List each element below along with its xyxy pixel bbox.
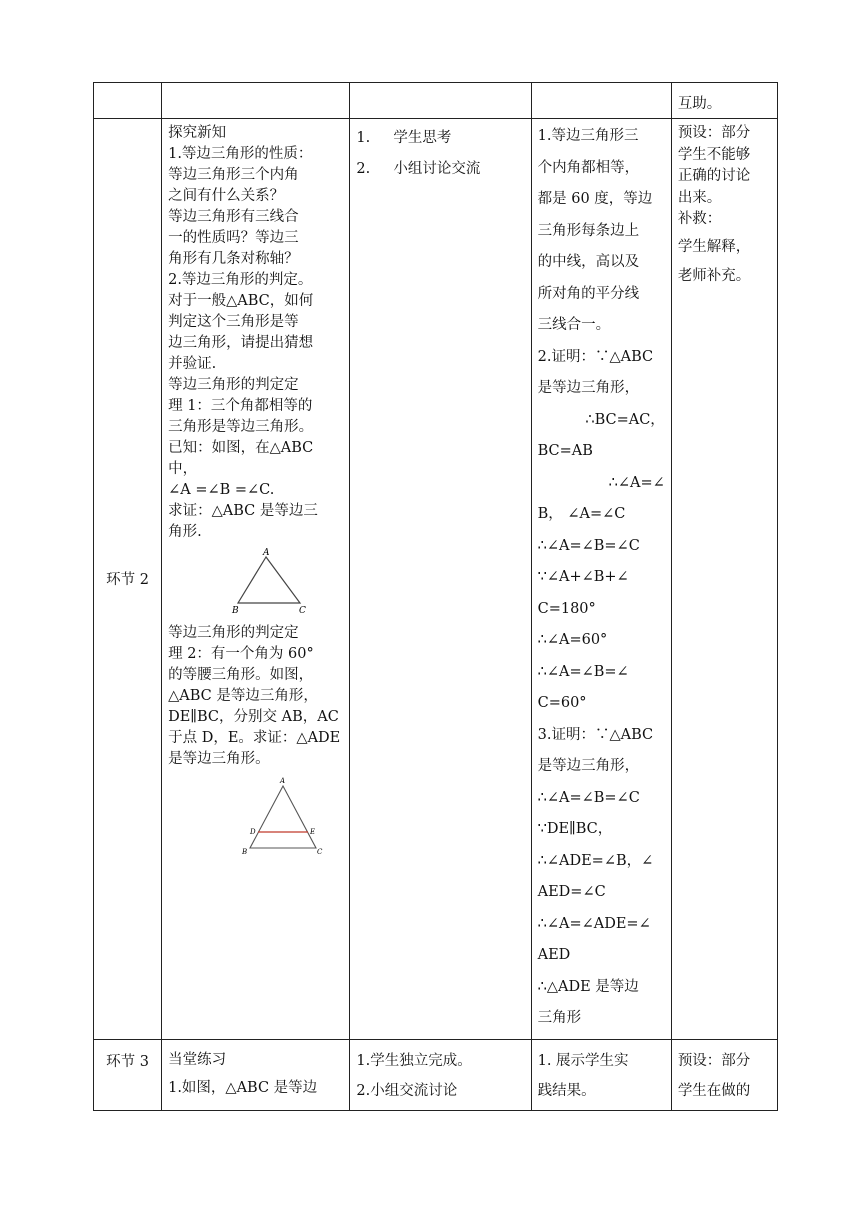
content-line: 对于一般△ABC，如何 bbox=[168, 293, 314, 309]
list-item: 2.小组交流讨论 bbox=[356, 1082, 458, 1099]
content-line: 理 2：有一个角为 60° bbox=[168, 646, 314, 662]
vertex-label-d: D bbox=[250, 828, 256, 836]
intent-line: 个内角都相等， bbox=[537, 159, 640, 176]
intent-line: ∴BC=AC， bbox=[585, 411, 665, 428]
content-line: ∠A =∠B =∠C. bbox=[168, 482, 275, 498]
notes-line: 学生解释， bbox=[677, 238, 751, 255]
content-cell bbox=[162, 83, 350, 119]
lesson-plan-table bbox=[93, 82, 778, 1111]
content-line: 之间有什么关系？ bbox=[168, 188, 285, 204]
content-line: 已知：如图，在△ABC bbox=[168, 440, 314, 456]
list-number: 2. bbox=[356, 161, 371, 177]
intent-line: ∵∠A+∠B+∠ bbox=[537, 569, 629, 585]
stage-label: 环节 3 bbox=[106, 1053, 149, 1070]
list-text: 小组讨论交流 bbox=[393, 161, 481, 177]
content-line: 于点 D，E。求证：△ADE bbox=[168, 730, 341, 746]
triangle-abc-figure bbox=[168, 547, 344, 617]
list-item bbox=[356, 123, 524, 154]
notes-line: 正确的讨论 bbox=[677, 168, 751, 184]
vertex-label-c: C bbox=[317, 848, 323, 856]
notes-line: 补救： bbox=[677, 211, 722, 227]
intent-line: 三线合一。 bbox=[537, 317, 611, 333]
vertex-label-a: A bbox=[263, 548, 270, 558]
intent-line: 是等边三角形， bbox=[537, 758, 640, 774]
design-intent-cell bbox=[531, 119, 671, 1040]
intent-line: 是等边三角形， bbox=[537, 380, 640, 396]
intent-line: 2.证明：∵△ABC bbox=[537, 348, 654, 365]
content-line: 理 1：三个角都相等的 bbox=[168, 398, 313, 414]
content-line: 角形. bbox=[168, 524, 202, 540]
notes-line: 学生在做的 bbox=[677, 1082, 751, 1099]
intent-line: 的中线，高以及 bbox=[537, 254, 640, 270]
intent-line: ∴△ADE 是等边 bbox=[537, 978, 639, 995]
intent-line: B， ∠A=∠C bbox=[537, 506, 626, 522]
content-line: 并验证. bbox=[168, 356, 217, 372]
intent-line: ∴∠A=∠ bbox=[608, 474, 665, 491]
intent-line: ∴∠A=∠ADE=∠ bbox=[537, 915, 651, 932]
list-item: 1.学生独立完成。 bbox=[356, 1052, 472, 1069]
content-line: 1.等边三角形的性质： bbox=[168, 146, 313, 162]
intent-line: ∴∠A=∠B=∠ bbox=[537, 663, 629, 680]
table-row bbox=[94, 119, 778, 1040]
content-line: 等边三角形的判定定 bbox=[168, 625, 299, 641]
intent-line: ∴∠ADE=∠B，∠ bbox=[537, 852, 654, 869]
content-line: △ABC 是等边三角形， bbox=[168, 688, 318, 704]
list-item bbox=[356, 154, 524, 185]
content-line: 等边三角形有三线合 bbox=[168, 209, 299, 225]
vertex-label-b: B bbox=[242, 848, 248, 856]
intent-line: C=180° bbox=[537, 600, 596, 617]
vertex-label-c: C bbox=[299, 606, 306, 616]
content-line: 判定这个三角形是等 bbox=[168, 314, 299, 330]
intent-line: ∴∠A=∠B=∠C bbox=[537, 537, 640, 554]
student-activity-cell bbox=[350, 1039, 531, 1110]
notes-line: 老师补充。 bbox=[677, 267, 751, 284]
content-line: 求证：△ABC 是等边三 bbox=[168, 503, 318, 519]
content-line: 角形有几条对称轴？ bbox=[168, 251, 299, 267]
student-activity-cell bbox=[350, 83, 531, 119]
content-line: 探究新知 bbox=[168, 125, 227, 141]
triangle-abc-outline bbox=[250, 786, 316, 848]
stage-cell bbox=[94, 1039, 162, 1110]
intent-line: 三角形每条边上 bbox=[537, 222, 640, 239]
intent-line: AED=∠C bbox=[537, 884, 606, 900]
content-cell bbox=[162, 119, 350, 1040]
intent-line: 都是 60 度，等边 bbox=[537, 191, 653, 207]
notes-line: 预设：部分 bbox=[677, 125, 751, 141]
content-line: 当堂练习 bbox=[168, 1051, 227, 1068]
design-intent-cell bbox=[531, 1039, 671, 1110]
content-line: 边三角形，请提出猜想 bbox=[168, 335, 314, 351]
intent-line: AED bbox=[537, 947, 571, 963]
content-line: 2.等边三角形的判定。 bbox=[168, 272, 313, 288]
list-number: 1. bbox=[356, 130, 371, 146]
list-text: 学生思考 bbox=[393, 130, 452, 146]
table-row bbox=[94, 1039, 778, 1110]
notes-line: 出来。 bbox=[677, 189, 722, 206]
intent-line: ∴∠A=60° bbox=[537, 632, 608, 648]
content-cell bbox=[162, 1039, 350, 1110]
vertex-label-e: E bbox=[310, 828, 316, 836]
content-line: 的等腰三角形。如图， bbox=[168, 667, 314, 683]
notes-line: 学生不能够 bbox=[677, 146, 751, 163]
content-line: 是等边三角形。 bbox=[168, 751, 270, 767]
notes-cell bbox=[671, 83, 777, 119]
intent-line: 1. 展示学生实 bbox=[537, 1052, 629, 1069]
stage-label: 环节 2 bbox=[106, 572, 149, 589]
content-line: 1.如图，△ABC 是等边 bbox=[168, 1079, 318, 1096]
notes-text: 互助。 bbox=[677, 96, 722, 112]
table-row bbox=[94, 83, 778, 119]
intent-line: 1.等边三角形三 bbox=[537, 128, 639, 144]
intent-line: ∵DE∥BC， bbox=[537, 821, 613, 837]
notes-cell bbox=[671, 1039, 777, 1110]
intent-line: BC=AB bbox=[537, 443, 593, 459]
triangle-ade-figure bbox=[168, 774, 344, 856]
stage-cell bbox=[94, 119, 162, 1040]
intent-line: C=60° bbox=[537, 695, 587, 711]
design-intent-cell bbox=[531, 83, 671, 119]
content-line: DE∥BC，分别交 AB，AC bbox=[168, 709, 339, 725]
content-line: 中， bbox=[168, 461, 198, 477]
content-line: 等边三角形三个内角 bbox=[168, 167, 299, 183]
student-activity-cell bbox=[350, 119, 531, 1040]
content-line: 三角形是等边三角形。 bbox=[168, 419, 314, 435]
intent-line: ∴∠A=∠B=∠C bbox=[537, 789, 640, 806]
content-line: 等边三角形的判定定 bbox=[168, 377, 299, 393]
intent-line: 三角形 bbox=[537, 1010, 582, 1026]
content-line: 一的性质吗？等边三 bbox=[168, 230, 299, 246]
notes-cell bbox=[671, 119, 777, 1040]
stage-cell bbox=[94, 83, 162, 119]
intent-line: 所对角的平分线 bbox=[537, 285, 640, 302]
intent-line: 践结果。 bbox=[537, 1082, 596, 1099]
intent-line: 3.证明：∵△ABC bbox=[537, 726, 654, 743]
triangle-abc-shape bbox=[238, 557, 300, 603]
vertex-label-b: B bbox=[232, 606, 239, 616]
vertex-label-a: A bbox=[280, 777, 286, 785]
notes-line: 预设：部分 bbox=[677, 1052, 751, 1069]
